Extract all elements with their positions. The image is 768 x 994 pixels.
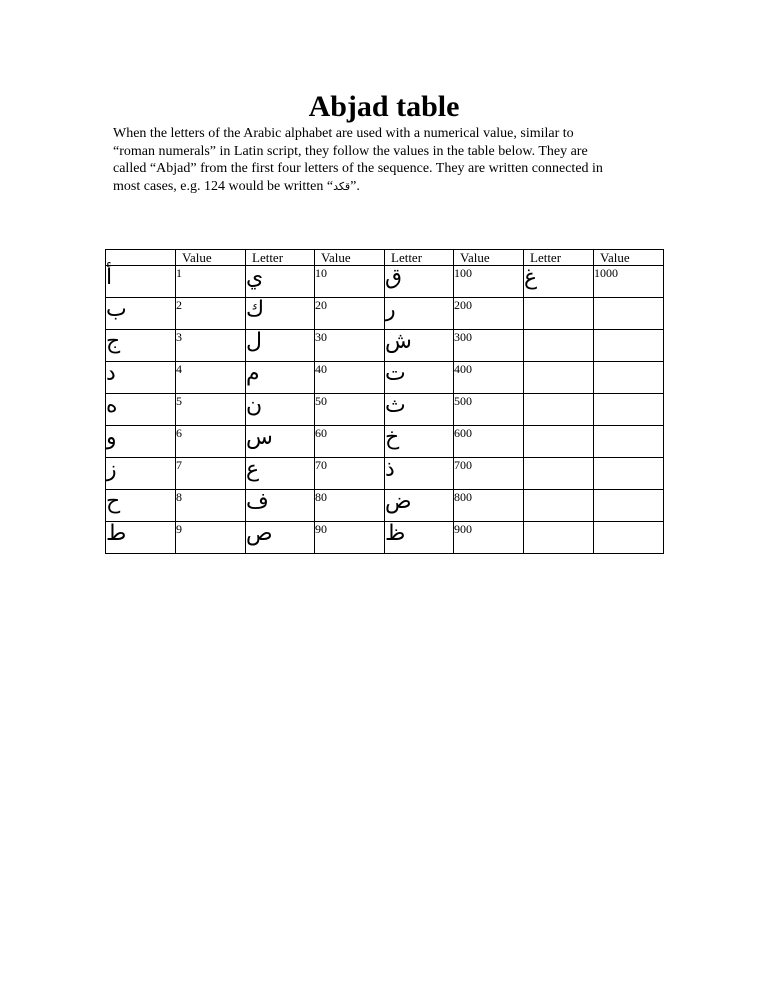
letter-cell: ت	[385, 362, 454, 394]
letter-cell: غ	[524, 266, 594, 298]
letter-cell: ك	[246, 298, 315, 330]
letter-cell: ق	[385, 266, 454, 298]
table-row	[106, 426, 664, 458]
column-header: Value	[454, 250, 524, 266]
value-cell: 800	[454, 490, 524, 522]
intro-text: most cases, e.g. 124 would be written “	[113, 178, 334, 194]
intro-paragraph	[113, 125, 658, 195]
value-cell: 60	[315, 426, 385, 458]
letter-cell: ظ	[385, 522, 454, 554]
table-row	[106, 458, 664, 490]
letter-cell: ن	[246, 394, 315, 426]
table-row	[106, 330, 664, 362]
letter-cell: ص	[246, 522, 315, 554]
value-cell: 1000	[594, 266, 664, 298]
value-cell: 7	[176, 458, 246, 490]
letter-cell: ي	[246, 266, 315, 298]
value-cell	[594, 522, 664, 554]
letter-cell: ذ	[385, 458, 454, 490]
value-cell: 200	[454, 298, 524, 330]
value-cell: 6	[176, 426, 246, 458]
value-cell: 2	[176, 298, 246, 330]
table-row	[106, 394, 664, 426]
letter-cell: ش	[385, 330, 454, 362]
letter-cell	[524, 426, 594, 458]
letter-cell: ر	[385, 298, 454, 330]
value-cell: 4	[176, 362, 246, 394]
value-cell: 50	[315, 394, 385, 426]
intro-line: When the letters of the Arabic alphabet are used with a numerical value, similar to	[113, 126, 574, 141]
letter-cell	[524, 298, 594, 330]
value-cell	[594, 490, 664, 522]
letter-cell: ف	[246, 490, 315, 522]
value-cell: 3	[176, 330, 246, 362]
letter-cell: د	[106, 362, 176, 394]
intro-text: ”.	[350, 178, 360, 194]
header-row	[106, 250, 664, 266]
column-header: Value	[176, 250, 246, 266]
value-cell: 80	[315, 490, 385, 522]
intro-line: called “Abjad” from the first four letters of the sequence. They are written connected in	[113, 161, 603, 176]
letter-cell: م	[246, 362, 315, 394]
intro-line	[113, 178, 658, 196]
column-header: Letter	[385, 250, 454, 266]
letter-cell: و	[106, 426, 176, 458]
value-cell	[594, 330, 664, 362]
column-header: Letter	[246, 250, 315, 266]
value-cell: 10	[315, 266, 385, 298]
value-cell	[594, 426, 664, 458]
value-cell: 700	[454, 458, 524, 490]
value-cell: 5	[176, 394, 246, 426]
value-cell: 8	[176, 490, 246, 522]
letter-cell: أ	[106, 266, 176, 298]
letter-cell: ب	[106, 298, 176, 330]
value-cell: 90	[315, 522, 385, 554]
value-cell: 30	[315, 330, 385, 362]
value-cell: 40	[315, 362, 385, 394]
table-row	[106, 522, 664, 554]
table-row	[106, 298, 664, 330]
value-cell: 400	[454, 362, 524, 394]
abjad-table	[105, 249, 664, 554]
letter-cell	[524, 330, 594, 362]
value-cell: 900	[454, 522, 524, 554]
value-cell: 500	[454, 394, 524, 426]
arabic-example: قكد	[333, 179, 351, 193]
letter-cell	[524, 522, 594, 554]
intro-line: “roman numerals” in Latin script, they follow the values in the table below. They are	[113, 143, 588, 159]
letter-cell: ع	[246, 458, 315, 490]
letter-cell	[524, 490, 594, 522]
letter-cell	[524, 394, 594, 426]
value-cell: 100	[454, 266, 524, 298]
letter-cell: ض	[385, 490, 454, 522]
letter-cell: ه	[106, 394, 176, 426]
column-header: Letter	[524, 250, 594, 266]
column-header	[106, 250, 176, 266]
value-cell: 300	[454, 330, 524, 362]
value-cell	[594, 362, 664, 394]
value-cell	[594, 394, 664, 426]
column-header: Value	[315, 250, 385, 266]
value-cell: 70	[315, 458, 385, 490]
letter-cell: س	[246, 426, 315, 458]
letter-cell: ح	[106, 490, 176, 522]
letter-cell: ز	[106, 458, 176, 490]
value-cell: 20	[315, 298, 385, 330]
value-cell	[594, 458, 664, 490]
letter-cell: ج	[106, 330, 176, 362]
letter-cell	[524, 362, 594, 394]
letter-cell	[524, 458, 594, 490]
table-row	[106, 362, 664, 394]
letter-cell: ث	[385, 394, 454, 426]
letter-cell: خ	[385, 426, 454, 458]
letter-cell: ل	[246, 330, 315, 362]
letter-cell: ط	[106, 522, 176, 554]
value-cell: 9	[176, 522, 246, 554]
table-row	[106, 266, 664, 298]
value-cell	[594, 298, 664, 330]
value-cell: 600	[454, 426, 524, 458]
value-cell: 1	[176, 266, 246, 298]
column-header: Value	[594, 250, 664, 266]
page-title: Abjad table	[308, 90, 460, 123]
table-row	[106, 490, 664, 522]
table-body	[106, 266, 664, 554]
